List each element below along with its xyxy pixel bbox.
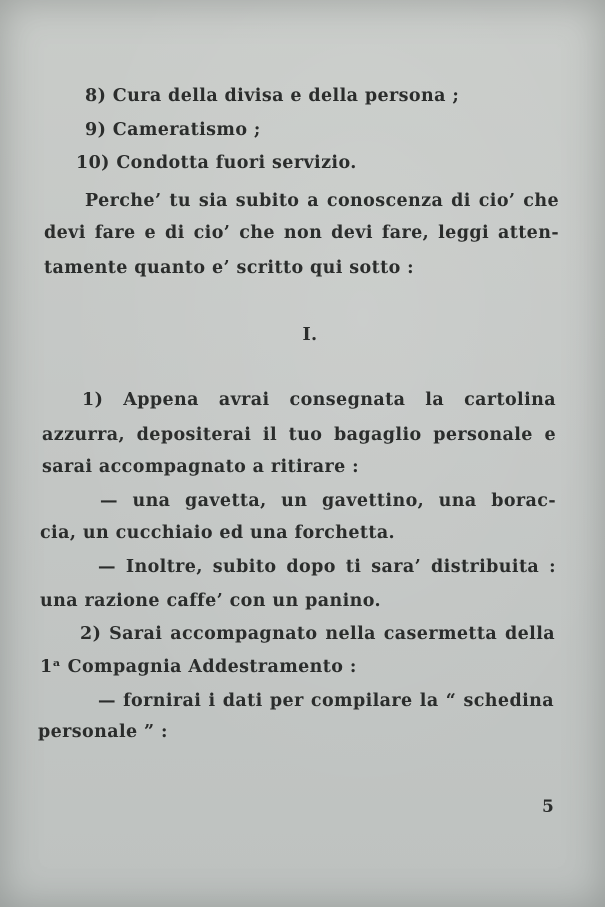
page-number: 5 — [542, 797, 554, 817]
paragraph1-line-4: — una gavetta, un gavettino, una borac- — [100, 491, 556, 511]
paragraph1-line-5: cia, un cucchiaio ed una forchetta. — [40, 523, 396, 543]
section-heading: I. — [302, 325, 318, 345]
paragraph1-line-6: — Inoltre, subito dopo ti sara’ distribuita : — [98, 557, 556, 577]
paragraph2-line-3: — fornirai i dati per compilare la “ schedina — [98, 691, 554, 711]
paragraph2-line-4: personale ” : — [38, 722, 168, 742]
list-item-10: 10) Condotta fuori servizio. — [76, 153, 357, 173]
intro-line-3: tamente quanto e’ scritto qui sotto : — [44, 258, 415, 278]
intro-line-1: Perche’ tu sia subito a conoscenza di cio’ che — [85, 191, 559, 211]
paragraph2-line-2: 1ᵃ Compagnia Addestramento : — [40, 657, 357, 677]
paragraph1-line-1: 1) Appena avrai consegnata la cartolina — [82, 390, 556, 410]
paragraph1-line-7: una razione caffe’ con un panino. — [40, 591, 382, 611]
list-item-9: 9) Cameratismo ; — [85, 120, 261, 140]
paragraph2-line-1: 2) Sarai accompagnato nella casermetta della — [80, 624, 555, 644]
paragraph1-line-3: sarai accompagnato a ritirare : — [42, 457, 359, 477]
paragraph1-line-2: azzurra, depositerai il tuo bagaglio personale e — [42, 425, 556, 445]
intro-line-2: devi fare e di cio’ che non devi fare, leggi atten- — [44, 223, 559, 243]
list-item-8: 8) Cura della divisa e della persona ; — [85, 86, 460, 106]
